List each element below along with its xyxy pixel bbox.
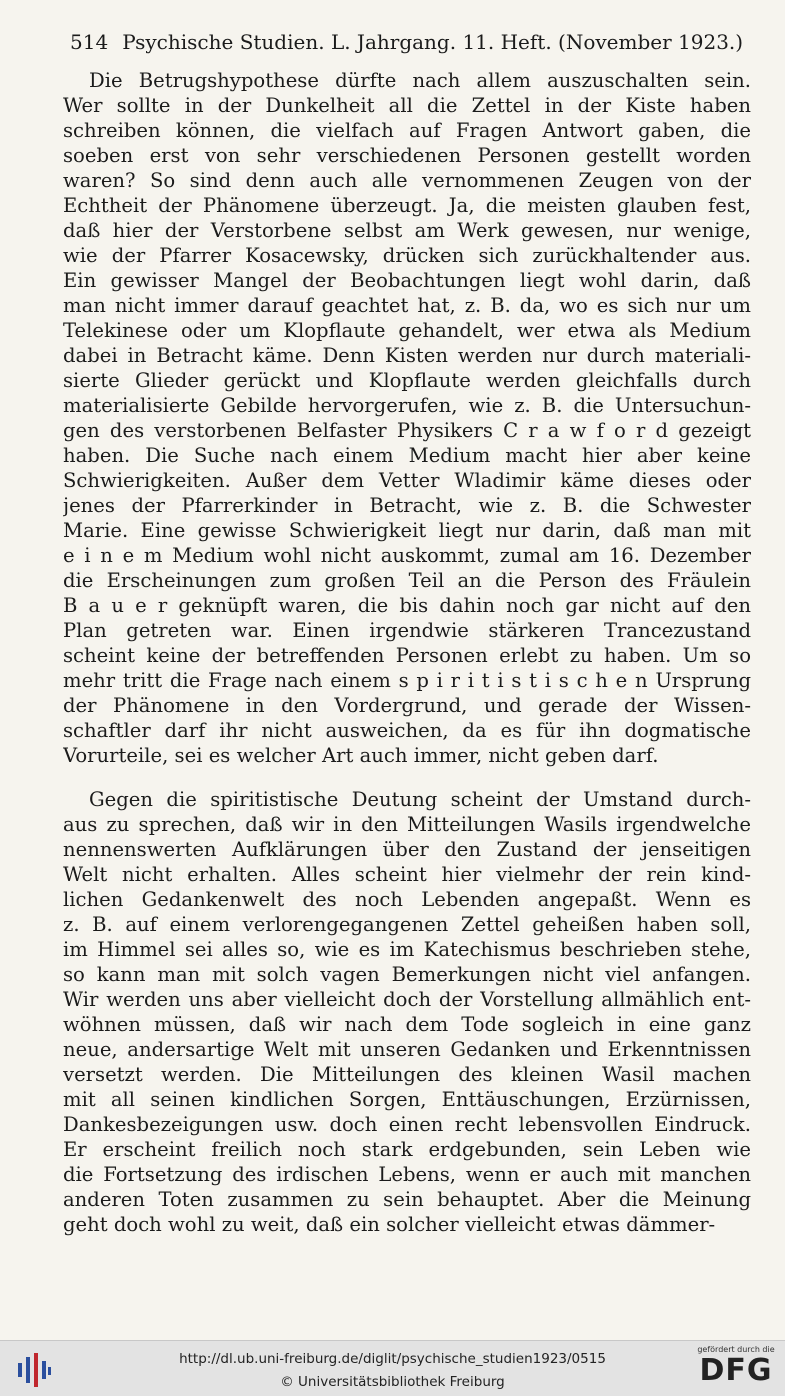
text-line: Echtheit der Phänomene überzeugt. Ja, die meisten glauben fest, bbox=[63, 194, 751, 217]
text-line: anderen Toten zusammen zu sein behauptet. Aber die Meinung bbox=[63, 1188, 751, 1211]
text-line: scheint keine der betreffenden Personen erlebt zu haben. Um so bbox=[63, 644, 751, 667]
text-line: Welt nicht erhalten. Alles scheint hier vielmehr der rein kind- bbox=[63, 863, 751, 886]
text-line: haben. Die Suche nach einem Medium macht hier aber keine bbox=[63, 444, 751, 467]
text-line: versetzt werden. Die Mitteilungen des kleinen Wasil machen bbox=[63, 1063, 751, 1086]
text-line: soeben erst von sehr verschiedenen Personen gestellt worden bbox=[63, 144, 751, 167]
text-line: Dankesbezeigungen usw. doch einen recht lebensvollen Eindruck. bbox=[63, 1113, 751, 1136]
source-url-link[interactable]: http://dl.ub.uni-freiburg.de/diglit/psychische_studien1923/0515 bbox=[179, 1351, 606, 1367]
text-line: materialisierte Gebilde hervorgerufen, wie z. B. die Untersuchun- bbox=[63, 394, 751, 417]
text-line: Die Betrugshypothese dürfte nach allem auszuschalten sein. bbox=[89, 69, 751, 92]
copyright-notice: © Universitätsbibliothek Freiburg bbox=[280, 1374, 505, 1390]
text-line: daß hier der Verstorbene selbst am Werk gewesen, nur wenige, bbox=[63, 219, 751, 242]
text-line: mehr tritt die Frage nach einem s p i r i t i s t i s c h e n Ursprung bbox=[63, 669, 751, 692]
text-line: Gegen die spiritistische Deutung scheint der Umstand durch- bbox=[89, 788, 751, 811]
text-line: schaftler darf ihr nicht ausweichen, da es für ihn dogmatische bbox=[63, 719, 751, 742]
text-line: die Fortsetzung des irdischen Lebens, wenn er auch mit manchen bbox=[63, 1163, 751, 1186]
text-line: Marie. Eine gewisse Schwierigkeit liegt nur darin, daß man mit bbox=[63, 519, 751, 542]
text-line: dabei in Betracht käme. Denn Kisten werden nur durch materiali- bbox=[63, 344, 751, 367]
text-line: Vorurteile, sei es welcher Art auch immer, nicht geben darf. bbox=[63, 744, 659, 767]
page-number: 514 bbox=[70, 30, 109, 54]
text-line: Ein gewisser Mangel der Beobachtungen liegt wohl darin, daß bbox=[63, 269, 751, 292]
dfg-logo-text: DFG bbox=[699, 1353, 773, 1388]
text-line: so kann man mit solch vagen Bemerkungen nicht viel anfangen. bbox=[63, 963, 751, 986]
text-line: Schwierigkeiten. Außer dem Vetter Wladimir käme dieses oder bbox=[63, 469, 751, 492]
text-line: wöhnen müssen, daß wir nach dem Tode sogleich in eine ganz bbox=[63, 1013, 751, 1036]
text-line: der Phänomene in den Vordergrund, und gerade der Wissen- bbox=[63, 694, 751, 717]
running-title: Psychische Studien. L. Jahrgang. 11. Heft. (November 1923.) bbox=[122, 30, 744, 54]
text-line: gen des verstorbenen Belfaster Physikers C r a w f o r d gezeigt bbox=[63, 419, 751, 442]
text-line: mit all seinen kindlichen Sorgen, Enttäuschungen, Erzürnissen, bbox=[63, 1088, 751, 1111]
text-line: z. B. auf einem verlorengegangenen Zettel geheißen haben soll, bbox=[63, 913, 751, 936]
text-line: nennenswerten Aufklärungen über den Zustand der jenseitigen bbox=[63, 838, 751, 861]
text-line: geht doch wohl zu weit, daß ein solcher vielleicht etwas dämmer- bbox=[63, 1213, 716, 1236]
paragraph-1 bbox=[63, 68, 751, 768]
text-line: sierte Glieder gerückt und Klopflaute werden gleichfalls durch bbox=[63, 369, 751, 392]
text-line: schreiben können, die vielfach auf Fragen Antwort gaben, die bbox=[63, 119, 751, 142]
text-line: Wer sollte in der Dunkelheit all die Zettel in der Kiste haben bbox=[63, 94, 751, 117]
text-line: man nicht immer darauf geachtet hat, z. B. da, wo es sich nur um bbox=[63, 294, 751, 317]
text-line: lichen Gedankenwelt des noch Lebenden angepaßt. Wenn es bbox=[63, 888, 751, 911]
paragraph-2 bbox=[63, 787, 751, 1237]
text-line: Plan getreten war. Einen irgendwie stärkeren Trancezustand bbox=[63, 619, 751, 642]
text-line: waren? So sind denn auch alle vernommenen Zeugen von der bbox=[63, 169, 751, 192]
dfg-tagline: gefördert durch die bbox=[697, 1345, 775, 1354]
text-line: im Himmel sei alles so, wie es im Katechismus beschrieben stehe, bbox=[63, 938, 751, 961]
text-line: die Erscheinungen zum großen Teil an die Person des Fräulein bbox=[63, 569, 751, 592]
page-header bbox=[70, 30, 744, 54]
text-line: jenes der Pfarrerkinder in Betracht, wie z. B. die Schwester bbox=[63, 494, 751, 517]
dfg-logo-icon bbox=[695, 1345, 777, 1393]
text-line: neue, andersartige Welt mit unseren Gedanken und Erkenntnissen bbox=[63, 1038, 751, 1061]
text-line: e i n e m Medium wohl nicht auskommt, zumal am 16. Dezember bbox=[63, 544, 751, 567]
text-line: Telekinese oder um Klopflaute gehandelt, wer etwa als Medium bbox=[63, 319, 751, 342]
text-line: Wir werden uns aber vielleicht doch der Vorstellung allmählich ent- bbox=[63, 988, 751, 1011]
text-line: B a u e r geknüpft waren, die bis dahin noch gar nicht auf den bbox=[63, 594, 751, 617]
viewer-footer bbox=[0, 1340, 785, 1396]
text-line: wie der Pfarrer Kosacewsky, drücken sich zurückhaltender aus. bbox=[63, 244, 751, 267]
text-line: Er erscheint freilich noch stark erdgebunden, sein Leben wie bbox=[63, 1138, 751, 1161]
text-line: aus zu sprechen, daß wir in den Mitteilungen Wasils irgendwelche bbox=[63, 813, 751, 836]
